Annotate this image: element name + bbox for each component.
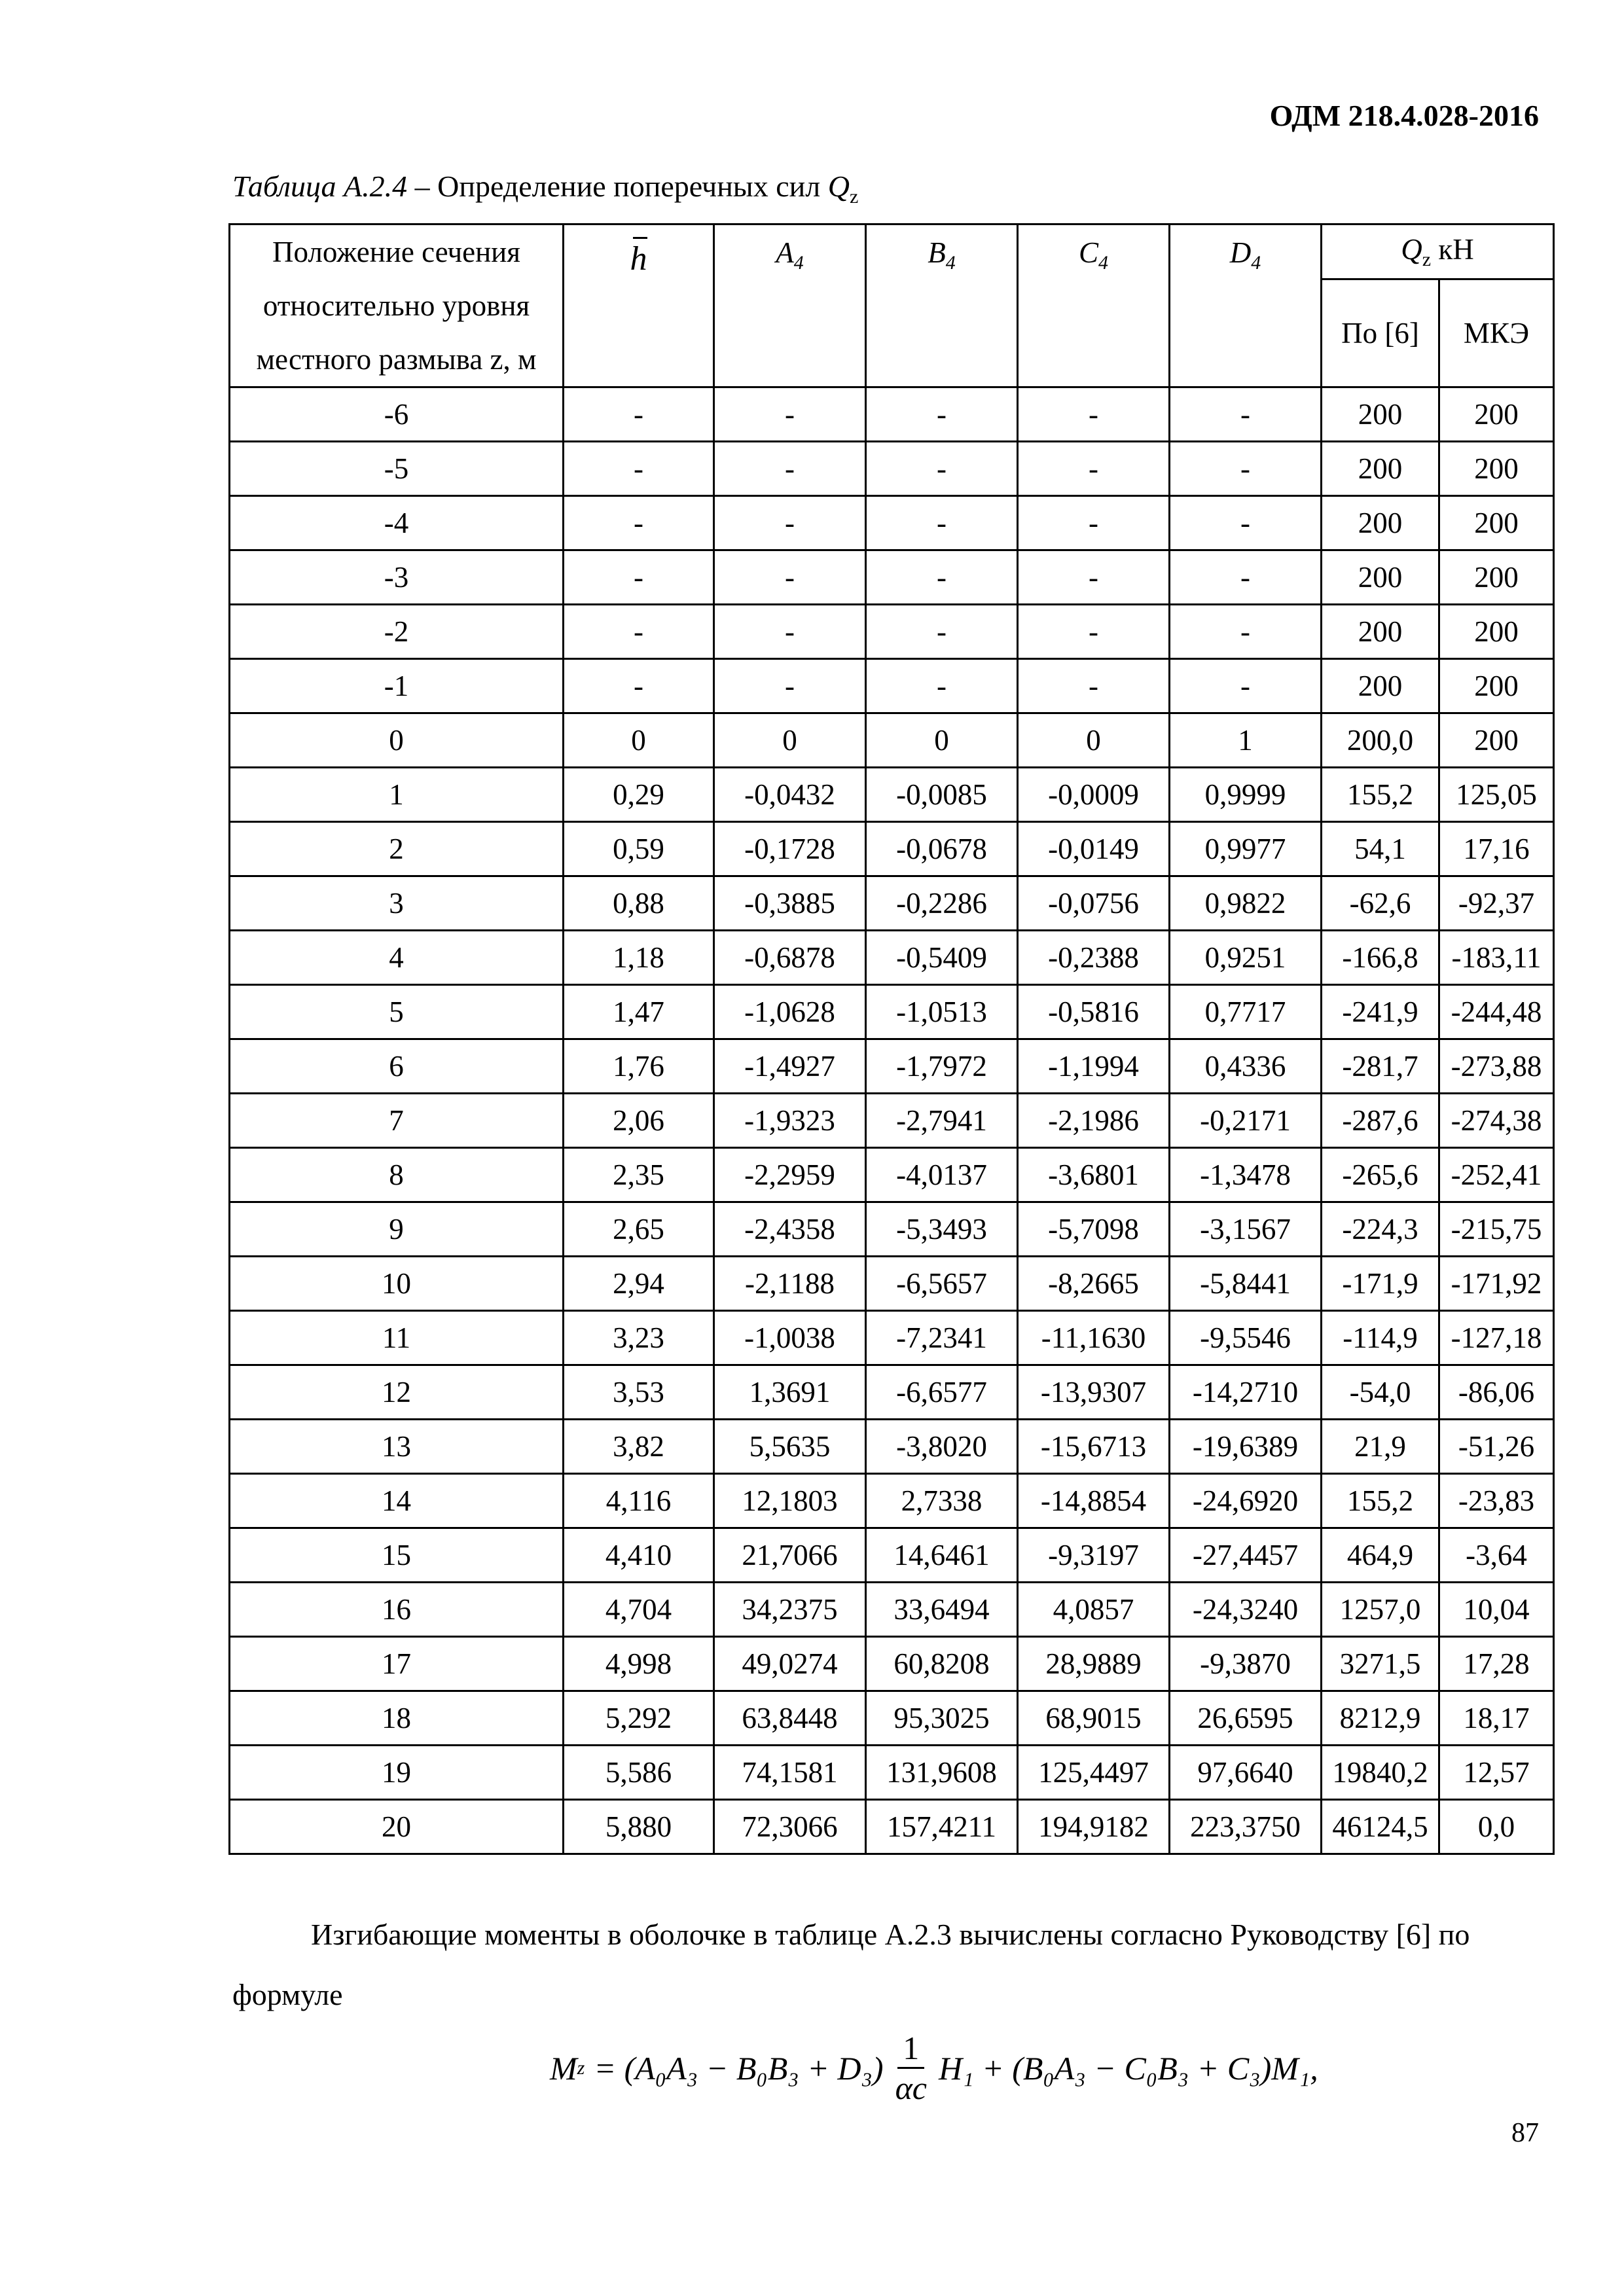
table-cell: -114,9 bbox=[1322, 1311, 1439, 1365]
formula-frac-num: 1 bbox=[897, 2029, 924, 2069]
table-cell: -92,37 bbox=[1439, 876, 1554, 931]
table-cell: 2 bbox=[230, 822, 564, 876]
table-cell: 194,9182 bbox=[1018, 1800, 1170, 1854]
table-cell: 13 bbox=[230, 1420, 564, 1474]
table-cell: 17 bbox=[230, 1637, 564, 1691]
table-cell: 17,16 bbox=[1439, 822, 1554, 876]
table-cell: -0,0085 bbox=[866, 768, 1018, 822]
table-cell: - bbox=[714, 387, 866, 442]
table-cell: 2,7338 bbox=[866, 1474, 1018, 1528]
table-cell: 0,0 bbox=[1439, 1800, 1554, 1854]
table-cell: -0,3885 bbox=[714, 876, 866, 931]
table-cell: 1257,0 bbox=[1322, 1583, 1439, 1637]
table-row bbox=[230, 1365, 1554, 1420]
table-cell: 1,18 bbox=[564, 931, 714, 985]
table-cell: -166,8 bbox=[1322, 931, 1439, 985]
table-cell: 155,2 bbox=[1322, 1474, 1439, 1528]
table-cell: -2,1188 bbox=[714, 1257, 866, 1311]
table-cell: 3 bbox=[230, 876, 564, 931]
table-cell: - bbox=[1170, 387, 1322, 442]
table-cell: 4,998 bbox=[564, 1637, 714, 1691]
table-cell: - bbox=[1170, 442, 1322, 496]
table-cell: 21,9 bbox=[1322, 1420, 1439, 1474]
table-cell: 0 bbox=[230, 713, 564, 768]
table-cell: 60,8208 bbox=[866, 1637, 1018, 1691]
table-row bbox=[230, 442, 1554, 496]
table-cell: -0,0756 bbox=[1018, 876, 1170, 931]
table-cell: 4 bbox=[230, 931, 564, 985]
table-cell: -183,11 bbox=[1439, 931, 1554, 985]
table-cell: 200 bbox=[1322, 605, 1439, 659]
table-cell: 18 bbox=[230, 1691, 564, 1746]
table-cell: 2,94 bbox=[564, 1257, 714, 1311]
table-cell: - bbox=[714, 496, 866, 550]
header-d4 bbox=[1170, 224, 1322, 387]
table-cell: - bbox=[1170, 605, 1322, 659]
table-cell: - bbox=[866, 605, 1018, 659]
table-cell: -2,4358 bbox=[714, 1202, 866, 1257]
table-row bbox=[230, 713, 1554, 768]
table-cell: 464,9 bbox=[1322, 1528, 1439, 1583]
header-qz-unit: кН bbox=[1431, 233, 1474, 266]
table-cell: -1,7972 bbox=[866, 1039, 1018, 1094]
table-cell: -224,3 bbox=[1322, 1202, 1439, 1257]
table-row bbox=[230, 550, 1554, 605]
table-cell: 49,0274 bbox=[714, 1637, 866, 1691]
table-cell: - bbox=[714, 442, 866, 496]
table-cell: 200 bbox=[1322, 496, 1439, 550]
table-cell: - bbox=[564, 550, 714, 605]
table-row bbox=[230, 659, 1554, 713]
table-cell: 200 bbox=[1439, 550, 1554, 605]
table-cell: - bbox=[866, 387, 1018, 442]
table-cell: 97,6640 bbox=[1170, 1746, 1322, 1800]
table-cell: -127,18 bbox=[1439, 1311, 1554, 1365]
table-cell: 0,9977 bbox=[1170, 822, 1322, 876]
header-b4-letter: B bbox=[928, 236, 946, 269]
table-cell: - bbox=[1018, 496, 1170, 550]
table-cell: -3 bbox=[230, 550, 564, 605]
table-cell: 3,53 bbox=[564, 1365, 714, 1420]
table-cell: -1,0038 bbox=[714, 1311, 866, 1365]
table-row bbox=[230, 1257, 1554, 1311]
table-cell: -8,2665 bbox=[1018, 1257, 1170, 1311]
table-cell: - bbox=[714, 605, 866, 659]
doc-code: ОДМ 218.4.028-2016 bbox=[1269, 99, 1539, 132]
table-cell: 200,0 bbox=[1322, 713, 1439, 768]
table-cell: 0,88 bbox=[564, 876, 714, 931]
table-cell: -14,2710 bbox=[1170, 1365, 1322, 1420]
table-cell: -86,06 bbox=[1439, 1365, 1554, 1420]
table-cell: -1,0628 bbox=[714, 985, 866, 1039]
table-cell: 155,2 bbox=[1322, 768, 1439, 822]
table-row bbox=[230, 1420, 1554, 1474]
table-cell: 200 bbox=[1439, 605, 1554, 659]
table-cell: -62,6 bbox=[1322, 876, 1439, 931]
table-cell: -51,26 bbox=[1439, 1420, 1554, 1474]
table-cell: -5,7098 bbox=[1018, 1202, 1170, 1257]
table-cell: -9,3870 bbox=[1170, 1637, 1322, 1691]
table-cell: 4,410 bbox=[564, 1528, 714, 1583]
table-cell: 19 bbox=[230, 1746, 564, 1800]
table-cell: 12,1803 bbox=[714, 1474, 866, 1528]
table-cell: 200 bbox=[1439, 713, 1554, 768]
table-cell: 8212,9 bbox=[1322, 1691, 1439, 1746]
table-cell: 12 bbox=[230, 1365, 564, 1420]
table-cell: -15,6713 bbox=[1018, 1420, 1170, 1474]
table-cell: -0,2171 bbox=[1170, 1094, 1322, 1148]
table-cell: 19840,2 bbox=[1322, 1746, 1439, 1800]
table-cell: - bbox=[1018, 442, 1170, 496]
table-row bbox=[230, 1637, 1554, 1691]
header-position: Положение сечения относительно уровня местного размыва z, м bbox=[230, 224, 564, 387]
table-row bbox=[230, 1583, 1554, 1637]
table-row bbox=[230, 768, 1554, 822]
table-cell: 1,47 bbox=[564, 985, 714, 1039]
table-cell: 125,05 bbox=[1439, 768, 1554, 822]
table-cell: 200 bbox=[1439, 442, 1554, 496]
table-cell: 14,6461 bbox=[866, 1528, 1018, 1583]
header-qz bbox=[1322, 224, 1554, 279]
header-qz-letter: Q bbox=[1401, 233, 1422, 266]
shear-force-table bbox=[228, 223, 1555, 1855]
header-qz-sub: z bbox=[1422, 249, 1432, 270]
header-a4-letter: A bbox=[776, 236, 794, 269]
table-cell: 21,7066 bbox=[714, 1528, 866, 1583]
table-cell: 200 bbox=[1322, 550, 1439, 605]
table-cell: -13,9307 bbox=[1018, 1365, 1170, 1420]
table-cell: 46124,5 bbox=[1322, 1800, 1439, 1854]
table-cell: - bbox=[564, 442, 714, 496]
table-cell: 15 bbox=[230, 1528, 564, 1583]
caption-q-sub: z bbox=[849, 186, 859, 208]
table-cell: - bbox=[866, 550, 1018, 605]
table-cell: 5,5635 bbox=[714, 1420, 866, 1474]
table-cell: 2,06 bbox=[564, 1094, 714, 1148]
table-cell: 14 bbox=[230, 1474, 564, 1528]
table-row bbox=[230, 1148, 1554, 1202]
table-cell: 4,0857 bbox=[1018, 1583, 1170, 1637]
formula-part2: H₁ + (B₀A₃ − C₀B₃ + C₃)M₁, bbox=[939, 2049, 1318, 2087]
formula-lhs-sub: z bbox=[577, 2056, 585, 2079]
table-row bbox=[230, 1039, 1554, 1094]
table-cell: 0,29 bbox=[564, 768, 714, 822]
table-cell: - bbox=[866, 496, 1018, 550]
table-cell: 0,9251 bbox=[1170, 931, 1322, 985]
table-cell: 5,292 bbox=[564, 1691, 714, 1746]
table-row bbox=[230, 985, 1554, 1039]
table-row bbox=[230, 1528, 1554, 1583]
table-cell: -281,7 bbox=[1322, 1039, 1439, 1094]
table-cell: -1,0513 bbox=[866, 985, 1018, 1039]
table-cell: 0,7717 bbox=[1170, 985, 1322, 1039]
table-cell: -2,2959 bbox=[714, 1148, 866, 1202]
table-cell: -24,6920 bbox=[1170, 1474, 1322, 1528]
table-cell: -1,1994 bbox=[1018, 1039, 1170, 1094]
table-cell: 4,704 bbox=[564, 1583, 714, 1637]
header-by-ref: По [6] bbox=[1322, 279, 1439, 387]
table-cell: -1,9323 bbox=[714, 1094, 866, 1148]
table-cell: -23,83 bbox=[1439, 1474, 1554, 1528]
table-cell: -3,1567 bbox=[1170, 1202, 1322, 1257]
table-cell: 223,3750 bbox=[1170, 1800, 1322, 1854]
table-cell: 11 bbox=[230, 1311, 564, 1365]
table-cell: -0,0149 bbox=[1018, 822, 1170, 876]
table-cell: -171,9 bbox=[1322, 1257, 1439, 1311]
header-c4 bbox=[1018, 224, 1170, 387]
table-cell: 157,4211 bbox=[866, 1800, 1018, 1854]
table-cell: -2,7941 bbox=[866, 1094, 1018, 1148]
body-paragraph: Изгибающие моменты в оболочке в таблице А.2.3 вычислены согласно Руководству [6] по формуле bbox=[232, 1918, 1470, 2011]
table-cell: - bbox=[564, 496, 714, 550]
header-b4 bbox=[866, 224, 1018, 387]
table-cell: 3271,5 bbox=[1322, 1637, 1439, 1691]
table-row bbox=[230, 1094, 1554, 1148]
table-row bbox=[230, 387, 1554, 442]
table-cell: - bbox=[1018, 659, 1170, 713]
table-cell: -6,6577 bbox=[866, 1365, 1018, 1420]
table-cell: 17,28 bbox=[1439, 1637, 1554, 1691]
table-cell: -0,0678 bbox=[866, 822, 1018, 876]
table-cell: 1,3691 bbox=[714, 1365, 866, 1420]
header-a4-index: 4 bbox=[793, 252, 804, 274]
moment-formula bbox=[550, 2029, 1318, 2107]
formula-part1: = (A₀A₃ − B₀B₃ + D₃) bbox=[594, 2049, 884, 2087]
table-cell: -2 bbox=[230, 605, 564, 659]
table-cell: -24,3240 bbox=[1170, 1583, 1322, 1637]
table-cell: 200 bbox=[1439, 659, 1554, 713]
table-cell: -241,9 bbox=[1322, 985, 1439, 1039]
table-cell: -252,41 bbox=[1439, 1148, 1554, 1202]
header-c4-letter: C bbox=[1078, 236, 1098, 269]
table-cell: 7 bbox=[230, 1094, 564, 1148]
table-cell: -1,4927 bbox=[714, 1039, 866, 1094]
table-cell: 34,2375 bbox=[714, 1583, 866, 1637]
table-cell: 6 bbox=[230, 1039, 564, 1094]
table-cell: -9,5546 bbox=[1170, 1311, 1322, 1365]
table-cell: -265,6 bbox=[1322, 1148, 1439, 1202]
table-cell: 28,9889 bbox=[1018, 1637, 1170, 1691]
table-cell: - bbox=[1170, 496, 1322, 550]
table-cell: -4,0137 bbox=[866, 1148, 1018, 1202]
table-cell: -0,6878 bbox=[714, 931, 866, 985]
table-row bbox=[230, 1311, 1554, 1365]
table-cell: -5 bbox=[230, 442, 564, 496]
table-cell: 10 bbox=[230, 1257, 564, 1311]
header-h-symbol: h bbox=[630, 234, 647, 278]
table-cell: 95,3025 bbox=[866, 1691, 1018, 1746]
table-cell: 3,82 bbox=[564, 1420, 714, 1474]
table-cell: 125,4497 bbox=[1018, 1746, 1170, 1800]
table-cell: 18,17 bbox=[1439, 1691, 1554, 1746]
table-cell: -11,1630 bbox=[1018, 1311, 1170, 1365]
table-row bbox=[230, 876, 1554, 931]
table-cell: -0,2286 bbox=[866, 876, 1018, 931]
table-cell: 74,1581 bbox=[714, 1746, 866, 1800]
table-body bbox=[230, 387, 1554, 1854]
table-cell: 16 bbox=[230, 1583, 564, 1637]
table-cell: 200 bbox=[1322, 659, 1439, 713]
formula-frac-den: αc bbox=[895, 2070, 927, 2106]
table-cell: 20 bbox=[230, 1800, 564, 1854]
table-cell: 8 bbox=[230, 1148, 564, 1202]
table-cell: -274,38 bbox=[1439, 1094, 1554, 1148]
table-cell: -3,64 bbox=[1439, 1528, 1554, 1583]
table-row bbox=[230, 931, 1554, 985]
header-c4-index: 4 bbox=[1098, 252, 1108, 274]
table-cell: 0 bbox=[564, 713, 714, 768]
table-cell: -244,48 bbox=[1439, 985, 1554, 1039]
table-cell: 2,65 bbox=[564, 1202, 714, 1257]
table-cell: 9 bbox=[230, 1202, 564, 1257]
table-cell: -5,3493 bbox=[866, 1202, 1018, 1257]
table-row bbox=[230, 496, 1554, 550]
table-cell: 0,9999 bbox=[1170, 768, 1322, 822]
table-row bbox=[230, 1800, 1554, 1854]
table-cell: - bbox=[714, 550, 866, 605]
table-cell: -6 bbox=[230, 387, 564, 442]
table-cell: - bbox=[564, 605, 714, 659]
table-cell: -171,92 bbox=[1439, 1257, 1554, 1311]
table-cell: 5,880 bbox=[564, 1800, 714, 1854]
table-cell: 54,1 bbox=[1322, 822, 1439, 876]
table-cell: -2,1986 bbox=[1018, 1094, 1170, 1148]
caption-prefix: Таблица А.2.4 bbox=[232, 170, 408, 203]
table-row bbox=[230, 1746, 1554, 1800]
table-row bbox=[230, 605, 1554, 659]
table-cell: - bbox=[1170, 550, 1322, 605]
table-cell: - bbox=[564, 387, 714, 442]
table-cell: 0,4336 bbox=[1170, 1039, 1322, 1094]
formula-lhs: M bbox=[550, 2049, 577, 2087]
table-cell: -27,4457 bbox=[1170, 1528, 1322, 1583]
table-cell: 1,76 bbox=[564, 1039, 714, 1094]
table-cell: 1 bbox=[230, 768, 564, 822]
table-cell: 26,6595 bbox=[1170, 1691, 1322, 1746]
table-cell: 0 bbox=[714, 713, 866, 768]
header-d4-index: 4 bbox=[1251, 252, 1261, 274]
formula-fraction bbox=[890, 2029, 932, 2107]
table-cell: - bbox=[564, 659, 714, 713]
table-cell: -0,5816 bbox=[1018, 985, 1170, 1039]
table-cell: 0 bbox=[1018, 713, 1170, 768]
header-d4-letter: D bbox=[1229, 236, 1252, 269]
table-cell: - bbox=[866, 442, 1018, 496]
table-cell: 10,04 bbox=[1439, 1583, 1554, 1637]
table-cell: 200 bbox=[1322, 442, 1439, 496]
table-cell: 33,6494 bbox=[866, 1583, 1018, 1637]
table-row bbox=[230, 1474, 1554, 1528]
table-cell: -3,6801 bbox=[1018, 1148, 1170, 1202]
table-cell: - bbox=[1170, 659, 1322, 713]
header-fem: МКЭ bbox=[1439, 279, 1554, 387]
table-cell: 0,59 bbox=[564, 822, 714, 876]
table-cell: 0,9822 bbox=[1170, 876, 1322, 931]
table-cell: -4 bbox=[230, 496, 564, 550]
page-number: 87 bbox=[1511, 2118, 1539, 2148]
table-cell: -5,8441 bbox=[1170, 1257, 1322, 1311]
table-cell: -1,3478 bbox=[1170, 1148, 1322, 1202]
caption-q: Q bbox=[827, 170, 850, 203]
table-cell: -287,6 bbox=[1322, 1094, 1439, 1148]
table-cell: 5,586 bbox=[564, 1746, 714, 1800]
table-cell: -9,3197 bbox=[1018, 1528, 1170, 1583]
table-cell: -19,6389 bbox=[1170, 1420, 1322, 1474]
table-caption bbox=[232, 169, 858, 208]
table-cell: 3,23 bbox=[564, 1311, 714, 1365]
table-cell: -215,75 bbox=[1439, 1202, 1554, 1257]
table-cell: 68,9015 bbox=[1018, 1691, 1170, 1746]
table-cell: -6,5657 bbox=[866, 1257, 1018, 1311]
header-a4 bbox=[714, 224, 866, 387]
table-cell: -1 bbox=[230, 659, 564, 713]
table-cell: -0,0432 bbox=[714, 768, 866, 822]
table-cell: 200 bbox=[1322, 387, 1439, 442]
table-cell: - bbox=[1018, 605, 1170, 659]
table-cell: - bbox=[1018, 550, 1170, 605]
table-cell: -0,0009 bbox=[1018, 768, 1170, 822]
table-cell: 12,57 bbox=[1439, 1746, 1554, 1800]
header-h bbox=[564, 224, 714, 387]
table-row bbox=[230, 822, 1554, 876]
table-cell: 131,9608 bbox=[866, 1746, 1018, 1800]
table-cell: 1 bbox=[1170, 713, 1322, 768]
caption-text: – Определение поперечных сил bbox=[414, 170, 828, 203]
table-cell: 4,116 bbox=[564, 1474, 714, 1528]
table-cell: 5 bbox=[230, 985, 564, 1039]
table-cell: - bbox=[714, 659, 866, 713]
table-cell: -0,1728 bbox=[714, 822, 866, 876]
table-cell: -3,8020 bbox=[866, 1420, 1018, 1474]
table-cell: 200 bbox=[1439, 387, 1554, 442]
table-cell: - bbox=[866, 659, 1018, 713]
table-cell: -54,0 bbox=[1322, 1365, 1439, 1420]
table-cell: 72,3066 bbox=[714, 1800, 866, 1854]
table-cell: 63,8448 bbox=[714, 1691, 866, 1746]
header-b4-index: 4 bbox=[945, 252, 956, 274]
table-cell: 0 bbox=[866, 713, 1018, 768]
table-cell: -273,88 bbox=[1439, 1039, 1554, 1094]
table-cell: 200 bbox=[1439, 496, 1554, 550]
table-row bbox=[230, 1691, 1554, 1746]
table-cell: - bbox=[1018, 387, 1170, 442]
table-cell: -0,2388 bbox=[1018, 931, 1170, 985]
table-cell: 2,35 bbox=[564, 1148, 714, 1202]
table-cell: -7,2341 bbox=[866, 1311, 1018, 1365]
table-row bbox=[230, 1202, 1554, 1257]
table-cell: -14,8854 bbox=[1018, 1474, 1170, 1528]
table-cell: -0,5409 bbox=[866, 931, 1018, 985]
